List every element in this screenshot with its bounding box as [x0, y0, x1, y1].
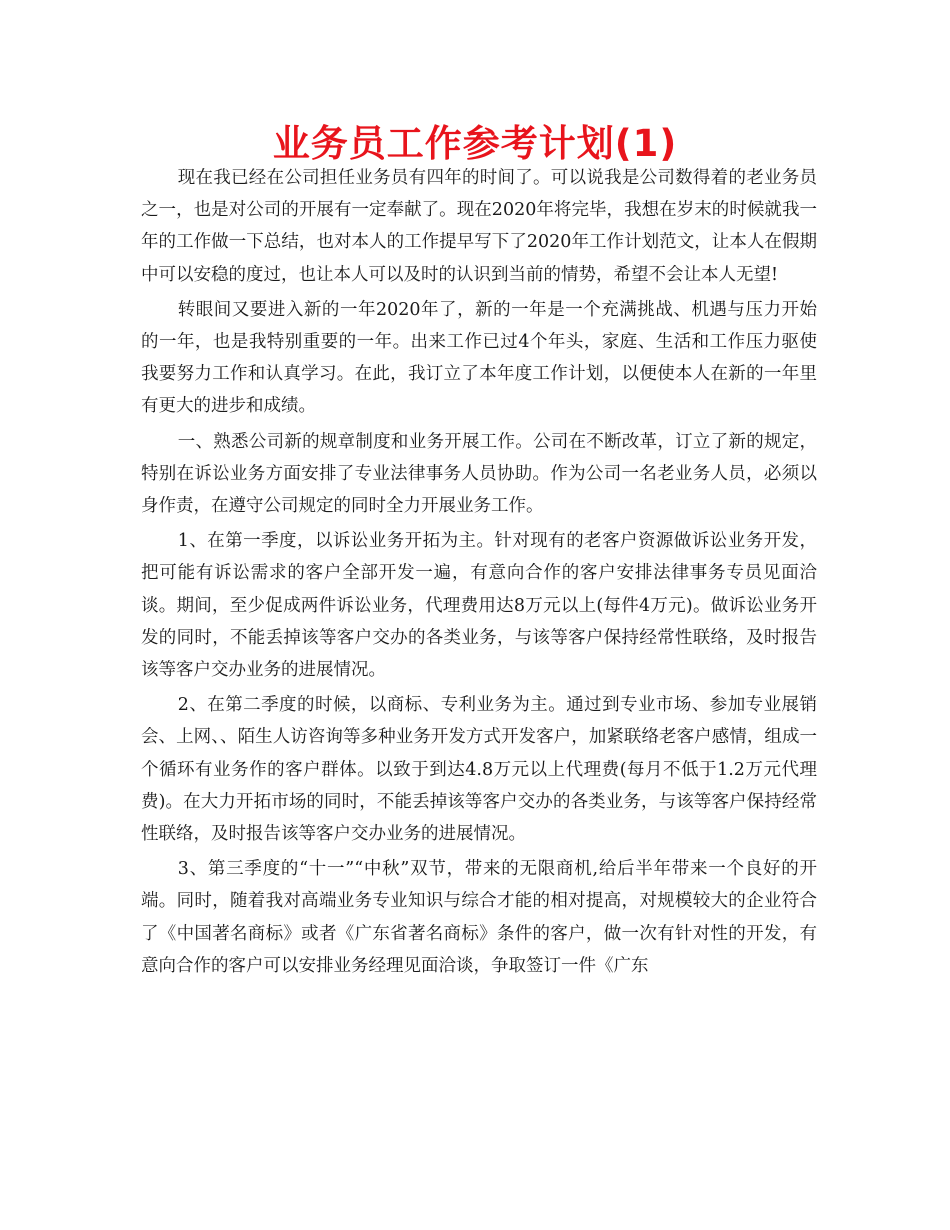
paragraph-q1: 1、在第一季度，以诉讼业务开拓为主。针对现有的老客户资源做诉讼业务开发，把可能有诉讼需求的客户全部开发一遍，有意向合作的客户安排法律事务专员见面洽谈。期间，至少促成两件诉讼业务，代理费用达8万元以上(每件4万元)。做诉讼业务开发的同时，不能丢掉该等客户交办的各类业务，与该等客户保持经常性联络，及时报告该等客户交办业务的进展情况。 [141, 531, 817, 681]
paragraph-q3: 3、第三季度的“十一”“中秋”双节，带来的无限商机,给后半年带来一个良好的开端。同时，随着我对高端业务专业知识与综合才能的相对提高，对规模较大的企业符合了《中国著名商标》或者《广东省著名商标》条件的客户，做一次有针对性的开发，有意向合作的客户可以安排业务经理见面洽谈，争取签订一件《广东 [141, 859, 817, 976]
paragraph-section-one: 一、熟悉公司新的规章制度和业务开展工作。公司在不断改革，订立了新的规定，特别在诉讼业务方面安排了专业法律事务人员协助。作为公司一名老业务人员，必须以身作责，在遵守公司规定的同时全力开展业务工作。 [141, 431, 817, 517]
paragraph-intro: 现在我已经在公司担任业务员有四年的时间了。可以说我是公司数得着的老业务员之一，也是对公司的开展有一定奉献了。现在2020年将完毕，我想在岁末的时候就我一年的工作做一下总结，也对本人的工作提早写下了2020年工作计划范文，让本人在假期中可以安稳的度过，也让本人可以及时的认识到当前的情势，希望不会让本人无望! [141, 168, 817, 285]
document-body [141, 162, 817, 985]
paragraph-q2: 2、在第二季度的时候，以商标、专利业务为主。通过到专业市场、参加专业展销会、上网、、陌生人访咨询等多种业务开发方式开发客户，加紧联络老客户感情，组成一个循环有业务作的客户群体。以致于到达4.8万元以上代理费(每月不低于1.2万元代理费)。在大力开拓市场的同时，不能丢掉该等客户交办的各类业务，与该等客户保持经常性联络，及时报告该等客户交办业务的进展情况。 [141, 695, 817, 845]
document-title: 业务员工作参考计划(1) [272, 122, 678, 165]
paragraph-new-year: 转眼间又要进入新的一年2020年了，新的一年是一个充满挑战、机遇与压力开始的一年，也是我特别重要的一年。出来工作已过4个年头，家庭、生活和工作压力驱使我要努力工作和认真学习。在此，我订立了本年度工作计划，以便使本人在新的一年里有更大的进步和成绩。 [141, 299, 817, 417]
